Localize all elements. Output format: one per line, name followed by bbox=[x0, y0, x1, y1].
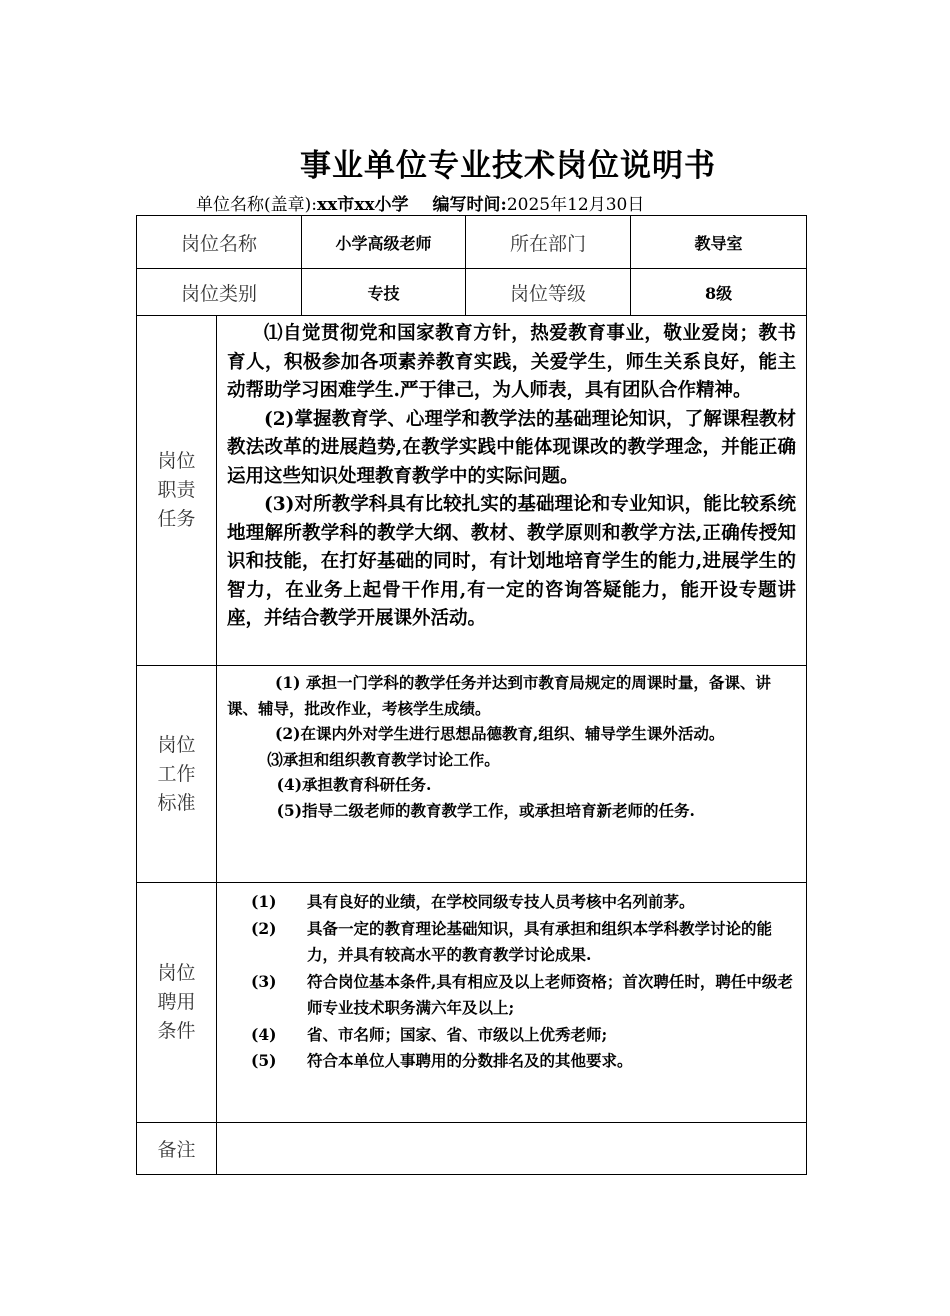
condition-item: (1) 具有良好的业绩，在学校同级专技人员考核中名列前茅。 bbox=[251, 892, 695, 911]
unit-name-label: 单位名称(盖章): bbox=[196, 195, 317, 215]
duty-paragraph: ⑴自觉贯彻党和国家教育方针，热爱教育事业，敬业爱岗；教书育人，积极参加各项素养教育实践，关爱学生，师生关系良好，能主动帮助学习困难学生.严于律己，为人师表，具有团队合作精神。 bbox=[227, 323, 797, 401]
duty-paragraph: (2)掌握教育学、心理学和教学法的基础理论知识，了解课程教材教法改革的进展趋势,在教学实践中能体现课改的教学理念，并能正确运用这些知识处理教育教学中的实际问题。 bbox=[227, 408, 797, 487]
post-grade-label: 岗位等级 bbox=[466, 269, 631, 316]
post-description-table bbox=[136, 215, 807, 1175]
post-name-label: 岗位名称 bbox=[137, 216, 302, 269]
table-row bbox=[137, 216, 807, 269]
duties-content bbox=[217, 316, 807, 666]
document-subtitle bbox=[196, 190, 644, 215]
condition-item: (5) 符合本单位人事聘用的分数排名及的其他要求。 bbox=[251, 1051, 633, 1070]
standard-item: (2)在课内外对学生进行思想品德教育,组织、辅导学生课外活动。 bbox=[275, 724, 725, 743]
remarks-label: 备注 bbox=[137, 1123, 217, 1175]
remarks-content bbox=[217, 1123, 807, 1175]
condition-item: (4) 省、市名师；国家、省、市级以上优秀老师; bbox=[251, 1024, 608, 1044]
table-row bbox=[137, 316, 807, 666]
conditions-content bbox=[217, 883, 807, 1123]
standards-content bbox=[217, 666, 807, 883]
standards-label: 岗位 工作 标准 bbox=[137, 666, 217, 883]
unit-name-value: xx市xx小学 bbox=[317, 195, 409, 215]
standard-item: ⑶承担和组织教育教学讨论工作。 bbox=[267, 749, 500, 769]
conditions-label: 岗位 聘用 条件 bbox=[137, 883, 217, 1123]
condition-item: (3) 符合岗位基本条件,具有相应及以上老师资格；首次聘任时，聘任中级老师专业技术职务满六年及以上; bbox=[251, 971, 793, 1017]
standard-item: (1) 承担一门学科的教学任务并达到市教育局规定的周课时量，备课、讲课、辅导，批改作业，考核学生成绩。 bbox=[227, 673, 771, 718]
table-row bbox=[137, 1123, 807, 1175]
department-label: 所在部门 bbox=[466, 216, 631, 269]
table-row bbox=[137, 269, 807, 316]
post-category-value: 专技 bbox=[302, 269, 466, 316]
standard-item: (5)指导二级老师的教育教学工作，或承担培育新老师的任务. bbox=[276, 800, 695, 820]
condition-item: (2) 具备一定的教育理论基础知识，具有承担和组织本学科教学讨论的能力，并具有较高水平的教育教学讨论成果. bbox=[251, 918, 773, 964]
compile-date-label: 编写时间: bbox=[432, 195, 507, 215]
document-title: 事业单位专业技术岗位说明书 bbox=[300, 148, 716, 184]
duties-label: 岗位 职责 任务 bbox=[137, 316, 217, 666]
standard-item: (4)承担教育科研任务. bbox=[276, 775, 432, 794]
post-grade-value: 8级 bbox=[631, 269, 807, 316]
duty-paragraph: (3)对所教学科具有比较扎实的基础理论和专业知识，能比较系统地理解所教学科的教学大纲、教材、教学原则和教学方法,正确传授知识和技能，在打好基础的同时，有计划地培育学生的能力,进展学生的智力，在业务上起骨干作用,有一定的咨询答疑能力，能开设专题讲座，并结合教学开展课外活动。 bbox=[227, 494, 797, 629]
compile-date-value: 2025年12月30日 bbox=[506, 195, 645, 215]
department-value: 教导室 bbox=[631, 216, 807, 269]
table-row bbox=[137, 883, 807, 1123]
table-row bbox=[137, 666, 807, 883]
post-category-label: 岗位类别 bbox=[137, 269, 302, 316]
post-name-value: 小学高级老师 bbox=[302, 216, 466, 269]
